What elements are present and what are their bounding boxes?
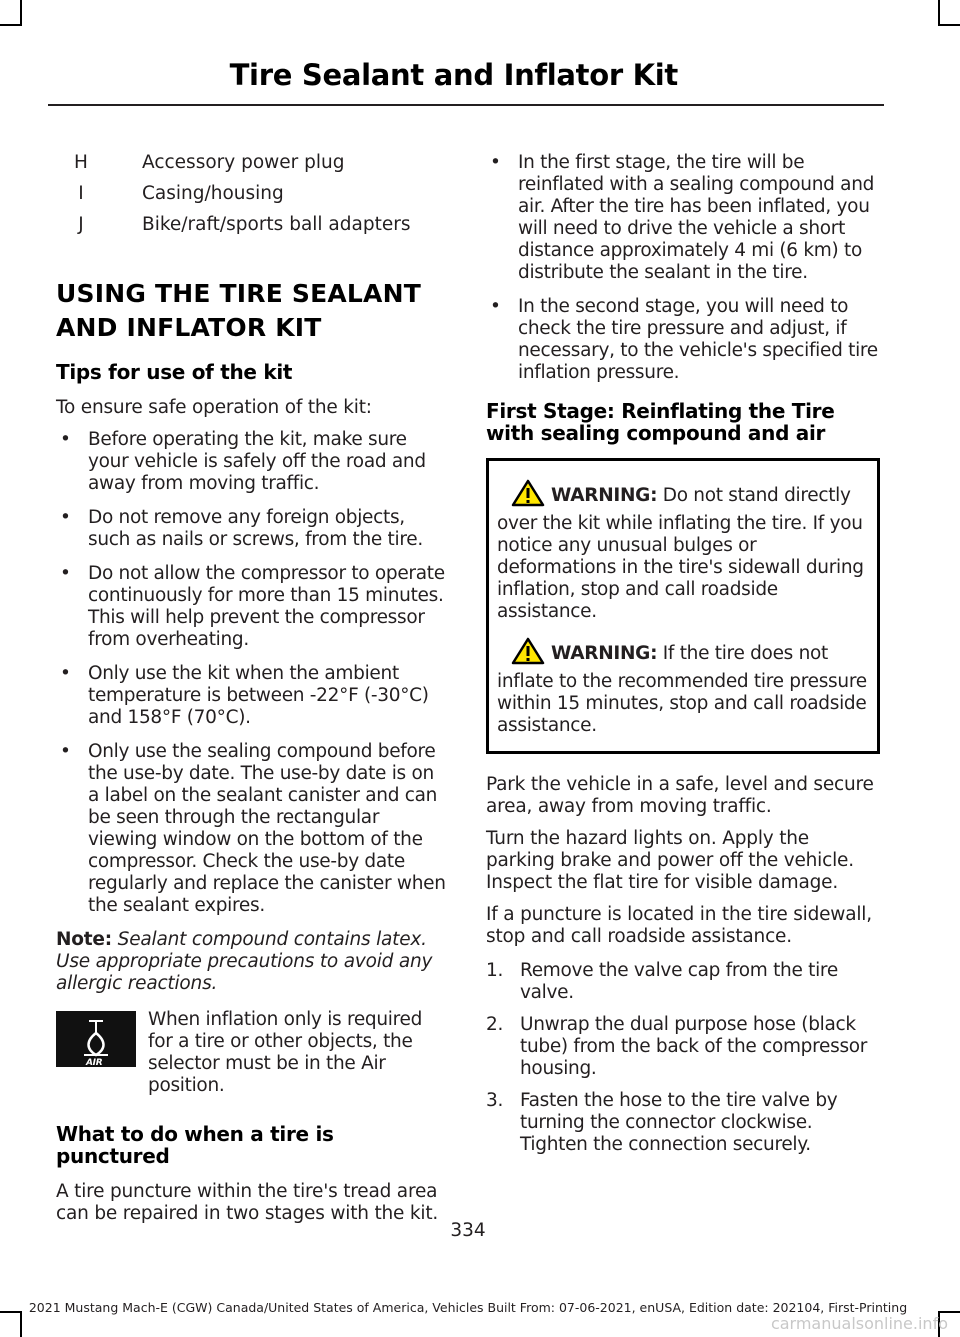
- paragraph: If a puncture is located in the tire sidewall, stop and call roadside assistance.: [486, 904, 872, 947]
- list-item-text: Do not remove any foreign objects, such as nails or screws, from the tire.: [88, 507, 423, 550]
- step-text: Unwrap the dual purpose hose (black tube) from the back of the compressor housing.: [520, 1014, 868, 1079]
- legend-item: [56, 152, 448, 183]
- step-number: 3.: [486, 1090, 504, 1111]
- list-item: • In the second stage, you will need to check the tire pressure and adjust, if necessary, to the vehicle's specified tire inflation pressure.: [490, 296, 878, 383]
- warning-triangle-icon: [511, 479, 545, 513]
- section-heading: [56, 277, 448, 345]
- section-heading-line: AND INFLATOR KIT: [56, 313, 322, 342]
- list-item-text: Before operating the kit, make sure your vehicle is safely off the road and away from moving traffic.: [88, 429, 426, 494]
- legend-list: [56, 152, 448, 245]
- stages-list: [486, 152, 880, 384]
- section-heading-line: USING THE TIRE SEALANT: [56, 279, 421, 308]
- warning: [497, 479, 867, 623]
- page-title: Tire Sealant and Inflator Kit: [229, 58, 678, 92]
- crop-mark: [938, 0, 940, 26]
- tips-intro: To ensure safe operation of the kit:: [56, 397, 372, 418]
- crop-mark: [0, 24, 22, 26]
- crop-mark: [938, 24, 960, 26]
- air-selector-icon: [56, 1011, 136, 1067]
- warning: [497, 637, 867, 737]
- tips-list: [56, 429, 448, 917]
- warning-text: Do not stand directly over the kit while inflating the tire. If you notice any unusual bulges or deformations in the tire's sidewall during inflation, stop and call roadside assistance.: [497, 485, 864, 622]
- list-item: • In the first stage, the tire will be reinflated with a sealing compound and air. After the tire has been inflated, you will need to drive the vehicle a short distance approximately 4 mi (6 km) to distribute the sealant in the tire.: [490, 152, 875, 283]
- legend-value: Bike/raft/sports ball adapters: [142, 214, 411, 235]
- list-item: [486, 1014, 880, 1080]
- air-icon-label: AIR: [86, 1058, 103, 1067]
- list-item: • Only use the kit when the ambient temperature is between -22°F (-30°C) and 158°F (70°C).: [60, 663, 429, 728]
- note-label: Note:: [56, 929, 112, 950]
- watermark: carmanualsonline.info: [770, 1314, 948, 1333]
- legend-item: [56, 183, 448, 214]
- legend-key: I: [78, 183, 84, 204]
- steps-list: [486, 960, 880, 1156]
- step-number: 1.: [486, 960, 504, 981]
- footer: 2021 Mustang Mach-E (CGW) Canada/United States of America, Vehicles Built From: 07-06-2021, enUSA, Edition date: 202104, First-Printing: [28, 1300, 908, 1315]
- crop-mark: [938, 1311, 960, 1313]
- legend-key: J: [78, 214, 84, 235]
- paragraph: Turn the hazard lights on. Apply the parking brake and power off the vehicle. Inspect the flat tire for visible damage.: [486, 828, 854, 893]
- puncture-text: A tire puncture within the tire's tread area can be repaired in two stages with the kit.: [56, 1181, 439, 1224]
- note-text: Sealant compound contains latex. Use appropriate precautions to avoid any allergic reactions.: [56, 929, 433, 994]
- list-item: • Do not remove any foreign objects, such as nails or screws, from the tire.: [60, 507, 423, 550]
- step-number: 2.: [486, 1014, 504, 1035]
- legend-key: H: [74, 152, 88, 173]
- paragraph: Park the vehicle in a safe, level and secure area, away from moving traffic.: [486, 774, 874, 817]
- page-number: 334: [450, 1220, 486, 1241]
- warning-text: If the tire does not inflate to the recommended tire pressure within 15 minutes, stop and call roadside assistance.: [497, 643, 867, 736]
- list-item-text: In the second stage, you will need to check the tire pressure and adjust, if necessary, to the vehicle's specified tire inflation pressure.: [518, 296, 878, 383]
- left-column: [56, 152, 448, 1235]
- air-text-content: When inflation only is required for a tire or other objects, the selector must be in the Air position.: [148, 1009, 423, 1096]
- right-column: [486, 152, 880, 1166]
- crop-mark: [20, 0, 22, 26]
- legend-value: Casing/housing: [142, 183, 284, 204]
- stage-heading: First Stage: Reinflating the Tire with sealing compound and air: [486, 399, 835, 445]
- list-item: • Before operating the kit, make sure your vehicle is safely off the road and away from moving traffic.: [60, 429, 426, 494]
- puncture-heading: What to do when a tire is punctured: [56, 1122, 334, 1168]
- list-item: • Do not allow the compressor to operate continuously for more than 15 minutes. This will help prevent the compressor from overheating.: [60, 563, 445, 650]
- list-item: [486, 1090, 880, 1156]
- step-text: Fasten the hose to the tire valve by turning the connector clockwise. Tighten the connection securely.: [520, 1090, 838, 1155]
- warning-triangle-icon: [511, 637, 545, 671]
- air-selector-block: [56, 1009, 448, 1097]
- list-item-text: Do not allow the compressor to operate continuously for more than 15 minutes. This will help prevent the compressor from overheating.: [88, 563, 445, 650]
- list-item-text: Only use the kit when the ambient temperature is between -22°F (-30°C) and 158°F (70°C).: [88, 663, 429, 728]
- list-item-text: Only use the sealing compound before the use-by date. The use-by date is on a label on the sealant canister and can be seen through the rectangular viewing window on the bottom of the compressor. Check the use-by date regularly and replace the canister when the sealant expires.: [88, 741, 446, 916]
- note: [56, 929, 448, 995]
- legend-item: [56, 214, 448, 245]
- header-divider: [48, 104, 884, 106]
- list-item: • Only use the sealing compound before the use-by date. The use-by date is on a label on the sealant canister and can be seen through the rectangular viewing window on the bottom of the compressor. Check the use-by date regularly and replace the canister when the sealant expires.: [60, 741, 446, 916]
- step-text: Remove the valve cap from the tire valve.: [520, 960, 838, 1003]
- tips-heading: Tips for use of the kit: [56, 360, 293, 384]
- warning-box: [486, 458, 880, 754]
- list-item-text: In the first stage, the tire will be reinflated with a sealing compound and air. After the tire has been inflated, you will need to drive the vehicle a short distance approximately 4 mi (6 km) to distribute the sealant in the tire.: [518, 152, 875, 283]
- warning-label: WARNING:: [551, 643, 658, 664]
- warning-label: WARNING:: [551, 485, 658, 506]
- legend-value: Accessory power plug: [142, 152, 345, 173]
- list-item: [486, 960, 880, 1004]
